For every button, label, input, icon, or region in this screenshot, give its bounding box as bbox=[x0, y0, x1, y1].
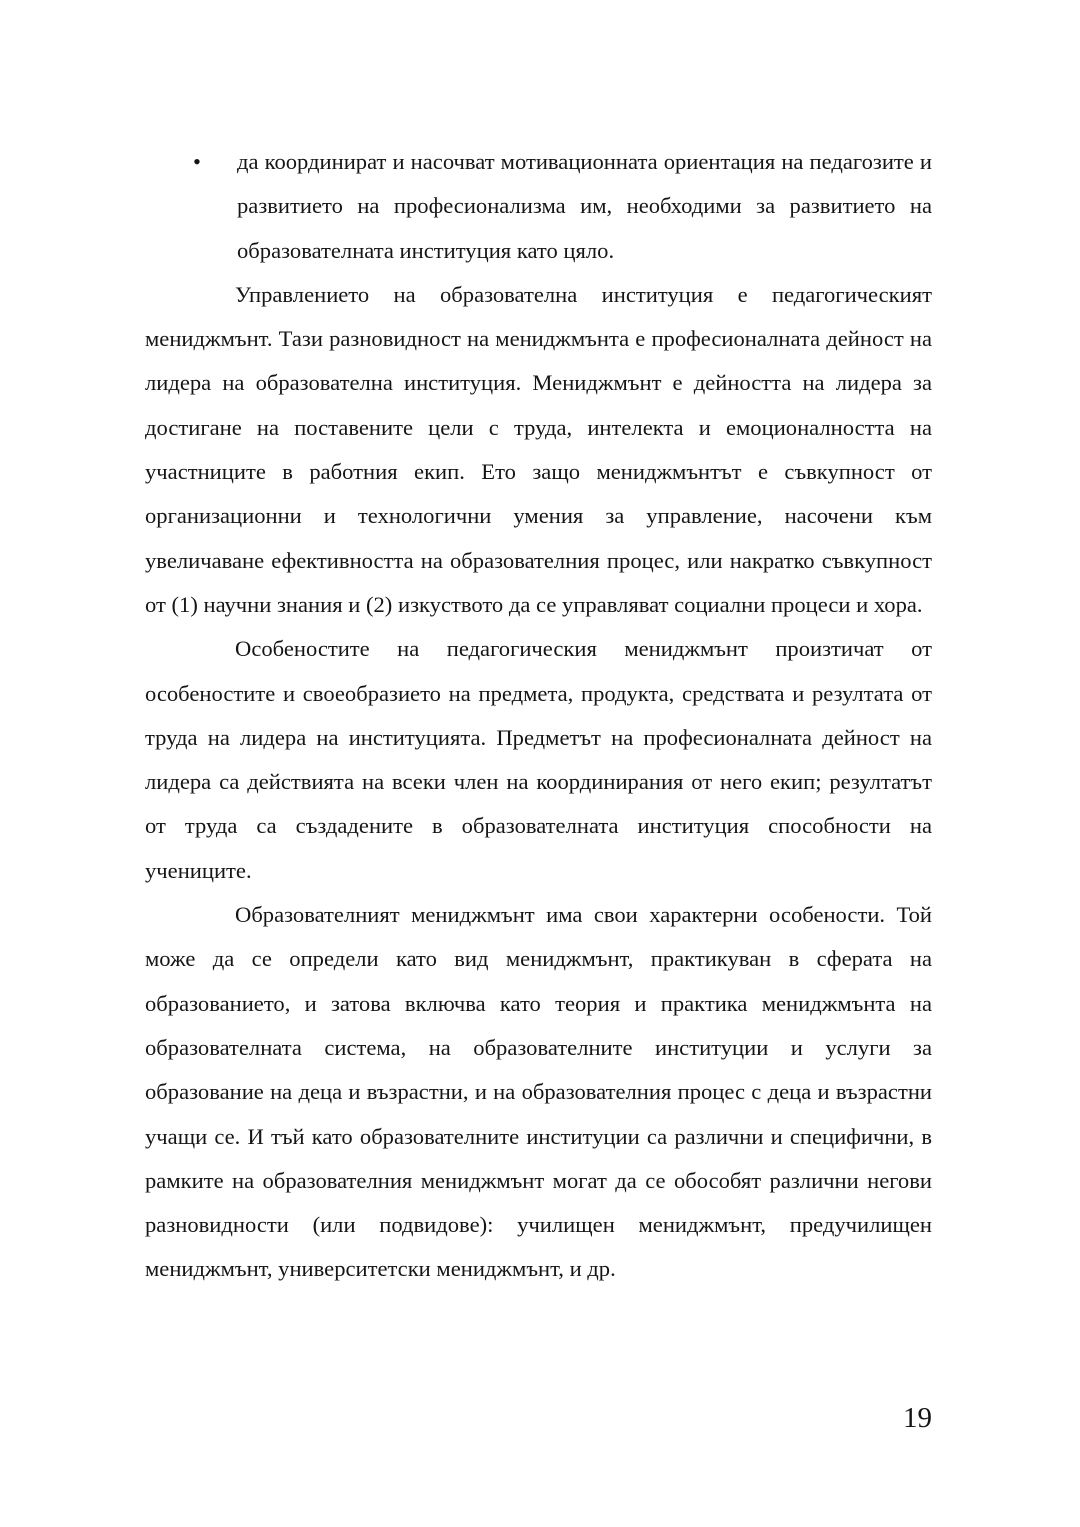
page-number: 19 bbox=[903, 1402, 932, 1434]
paragraph-management-features: Особеностите на педагогическия мениджмънт произтичат от особеностите и своеобразието на предмета, продукта, средствата и резултата от труда на лидера на институцията. Предметът на професионалната дейност на лидера са действията на всеки член на координирания от него екип; резултатът от труда са създадените в образователната институция способности на учениците. bbox=[145, 636, 932, 883]
paragraph-educational-management: Образователният мениджмънт има свои характерни особености. Той може да се определи като вид мениджмънт, практикуван в сферата на образованието, и затова включва като теория и практика мениджмънта на образователната система, на образователните институции и услуги за образование на деца и възрастни, и на образователния процес с деца и възрастни учащи се. И тъй като образователните институции са различни и специфични, в рамките на образователния мениджмънт могат да се обособят различни негови разновидности (или подвидове): училищен мениджмънт, предучилищен мениджмънт, университетски мениджмънт, и др. bbox=[145, 902, 932, 1282]
bullet-icon: • bbox=[193, 149, 201, 174]
paragraph-pedagogical-management: Управлението на образователна институция е педагогическият мениджмънт. Тази разновидност на мениджмънта е професионалната дейност на лидера на образователна институция. Мениджмънт е дейността на лидера за достигане на поставените цели с труда, интелекта и емоционалността на участниците в работния екип. Ето защо мениджмънтът е съвкупност от организационни и технологични умения за управление, насочени към увеличаване ефективността на образователния процес, или накратко съвкупност от (1) научни знания и (2) изкуството да се управляват социални процеси и хора. bbox=[145, 281, 932, 617]
bullet-item bbox=[145, 140, 932, 273]
bullet-text: да координират и насочват мотивационната ориентация на педагозите и развитието на професионализма им, необходими за развитието на образователната институция като цяло. bbox=[237, 149, 932, 263]
body-text bbox=[145, 140, 932, 1292]
